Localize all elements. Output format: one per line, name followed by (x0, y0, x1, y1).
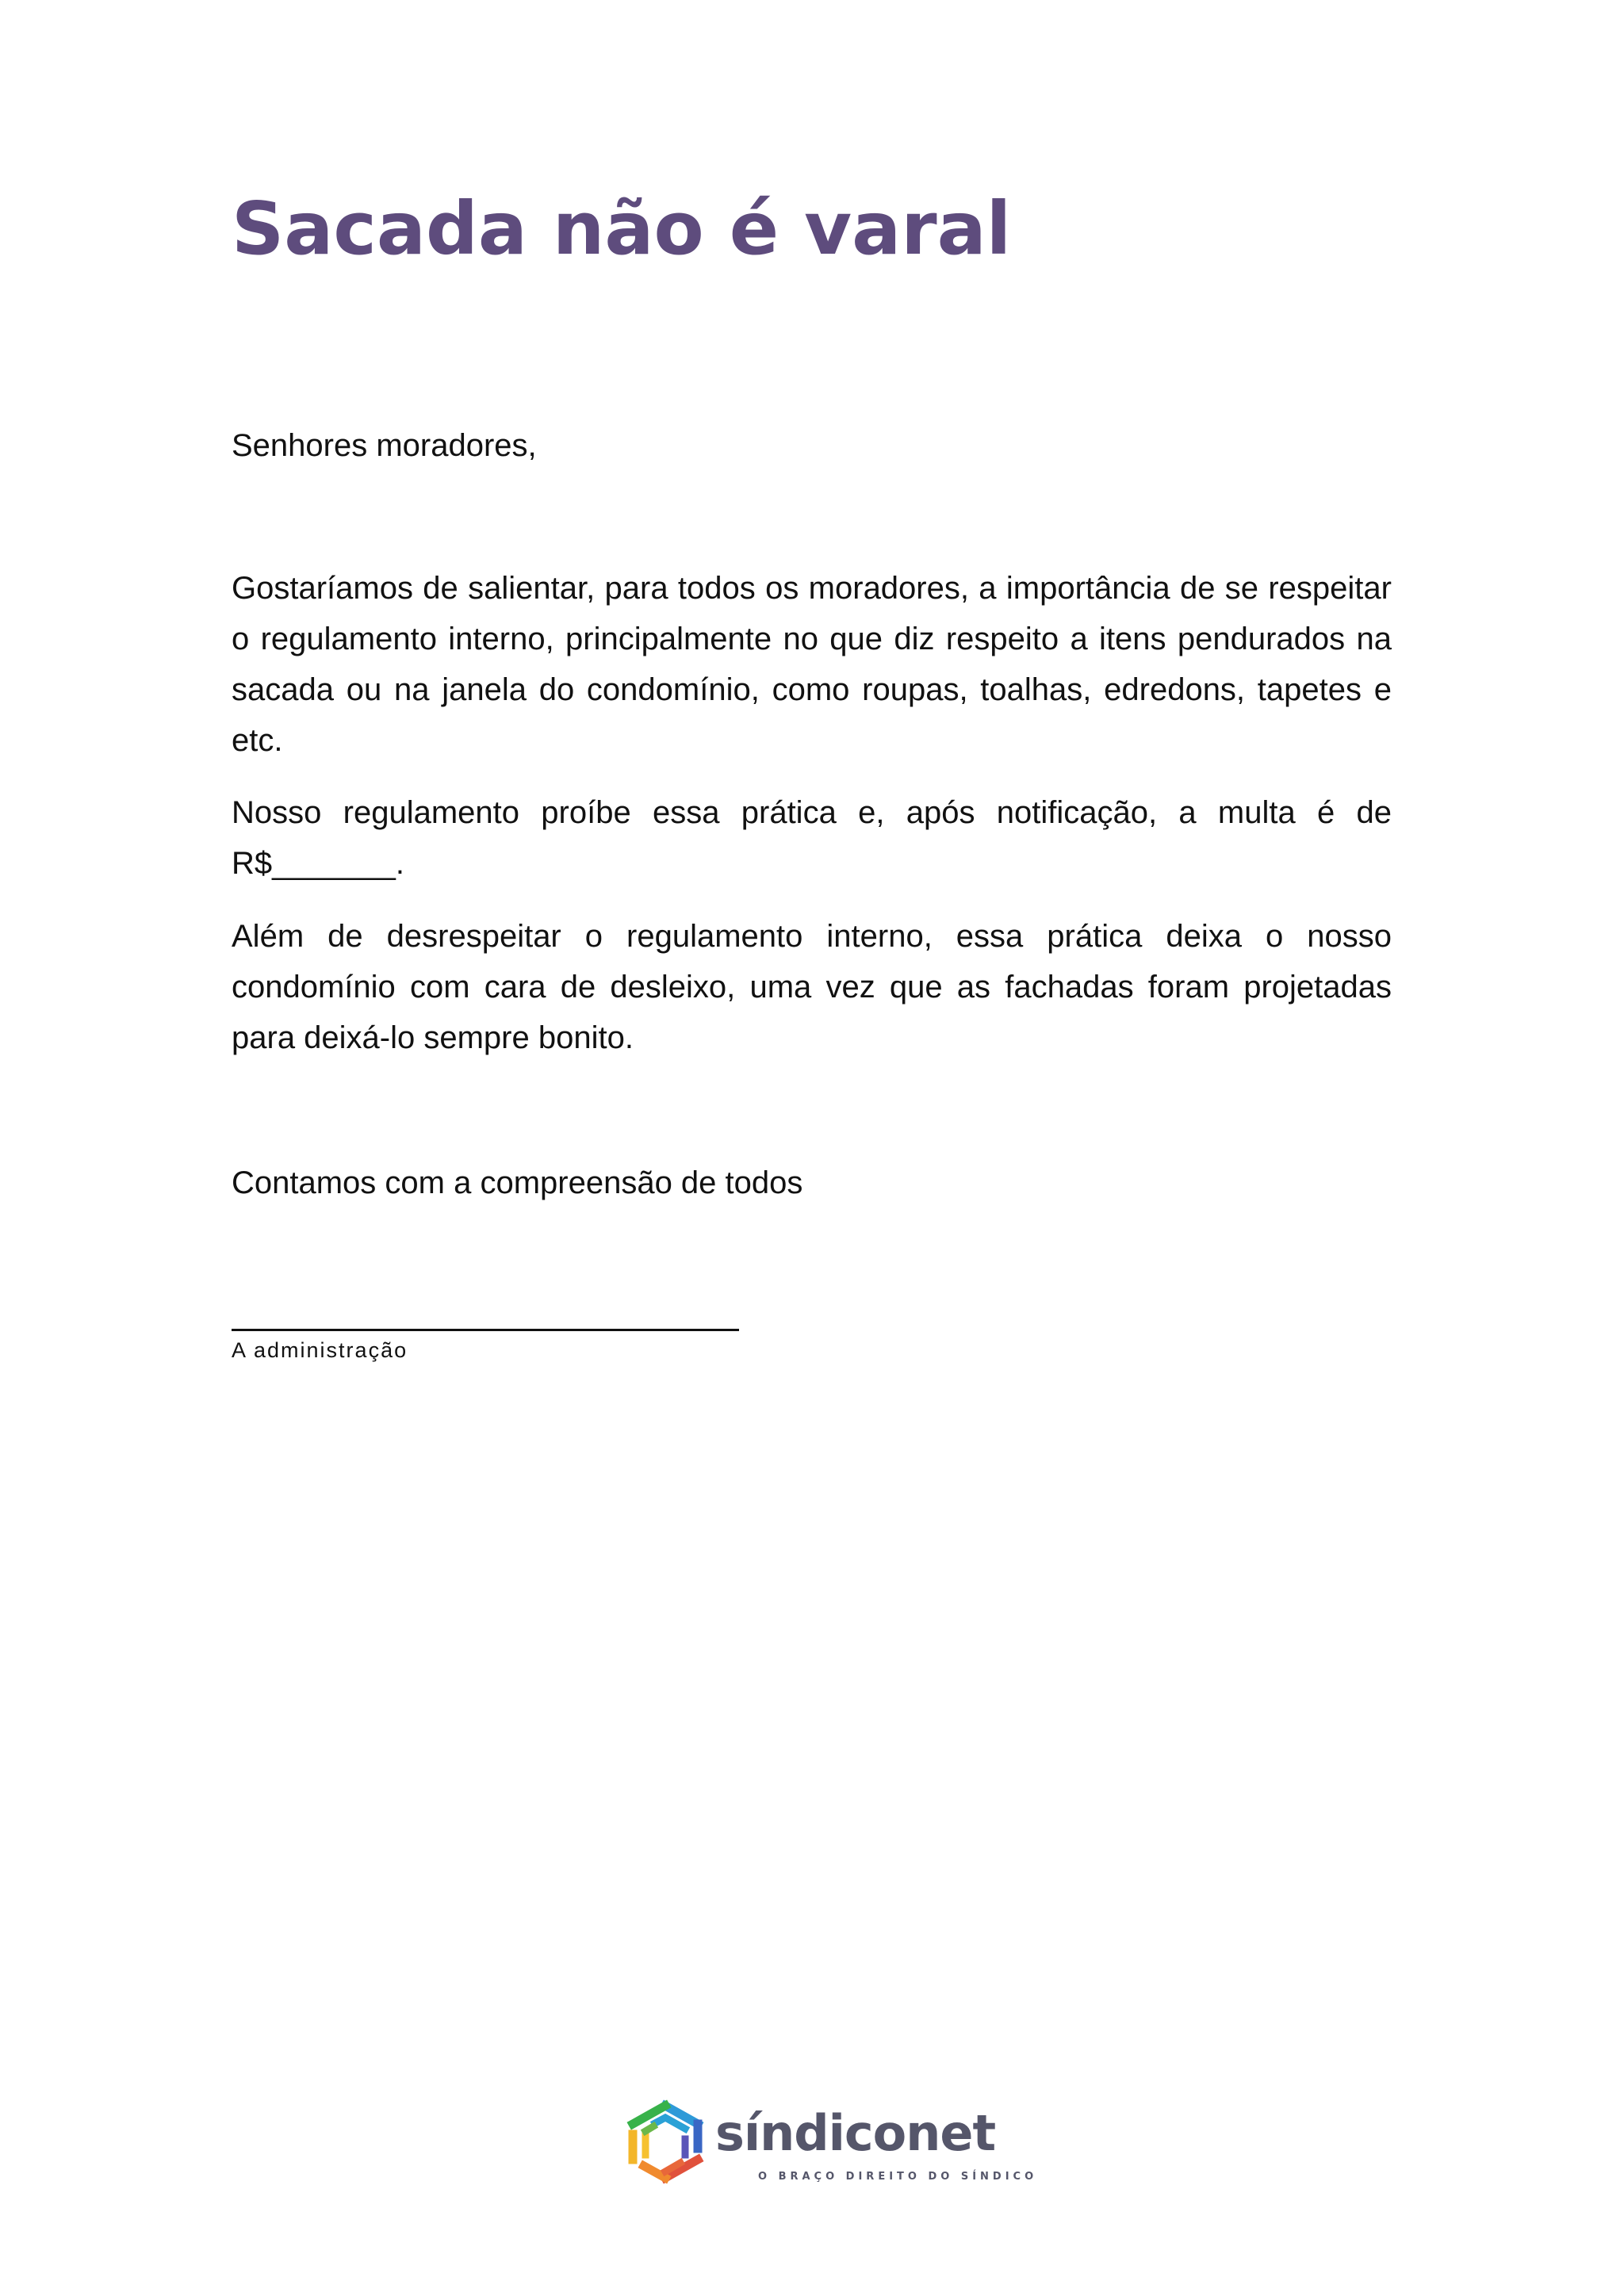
paragraph-fine: Nosso regulamento proíbe essa prática e, após notificação, a multa é de R$_______. (232, 795, 1392, 881)
footer-logo (623, 2099, 1038, 2195)
document-title: Sacada não é varal (232, 186, 1012, 271)
paragraph-intro: Gostaríamos de salientar, para todos os moradores, a importância de se respeitar o regulamento interno, principalmente no que diz respeito a itens pendurados na sacada ou na janela do condomínio, como roupas, toalhas, edredons, tapetes e etc. (232, 571, 1392, 758)
signature-line (232, 1329, 739, 1331)
signature-label: A administração (232, 1338, 408, 1362)
logo-wordmark: síndiconet (715, 2104, 996, 2162)
paragraph-appearance: Além de desrespeitar o regulamento interno, essa prática deixa o nosso condomínio com cara de desleixo, uma vez que as fachadas foram projetadas para deixá-lo sempre bonito. (232, 919, 1392, 1055)
sindiconet-hexagon-logo-icon (623, 2099, 707, 2193)
greeting: Senhores moradores, (232, 428, 537, 463)
logo-tagline: O BRAÇO DIREITO DO SÍNDICO (758, 2171, 1038, 2183)
closing-line: Contamos com a compreensão de todos (232, 1165, 803, 1200)
